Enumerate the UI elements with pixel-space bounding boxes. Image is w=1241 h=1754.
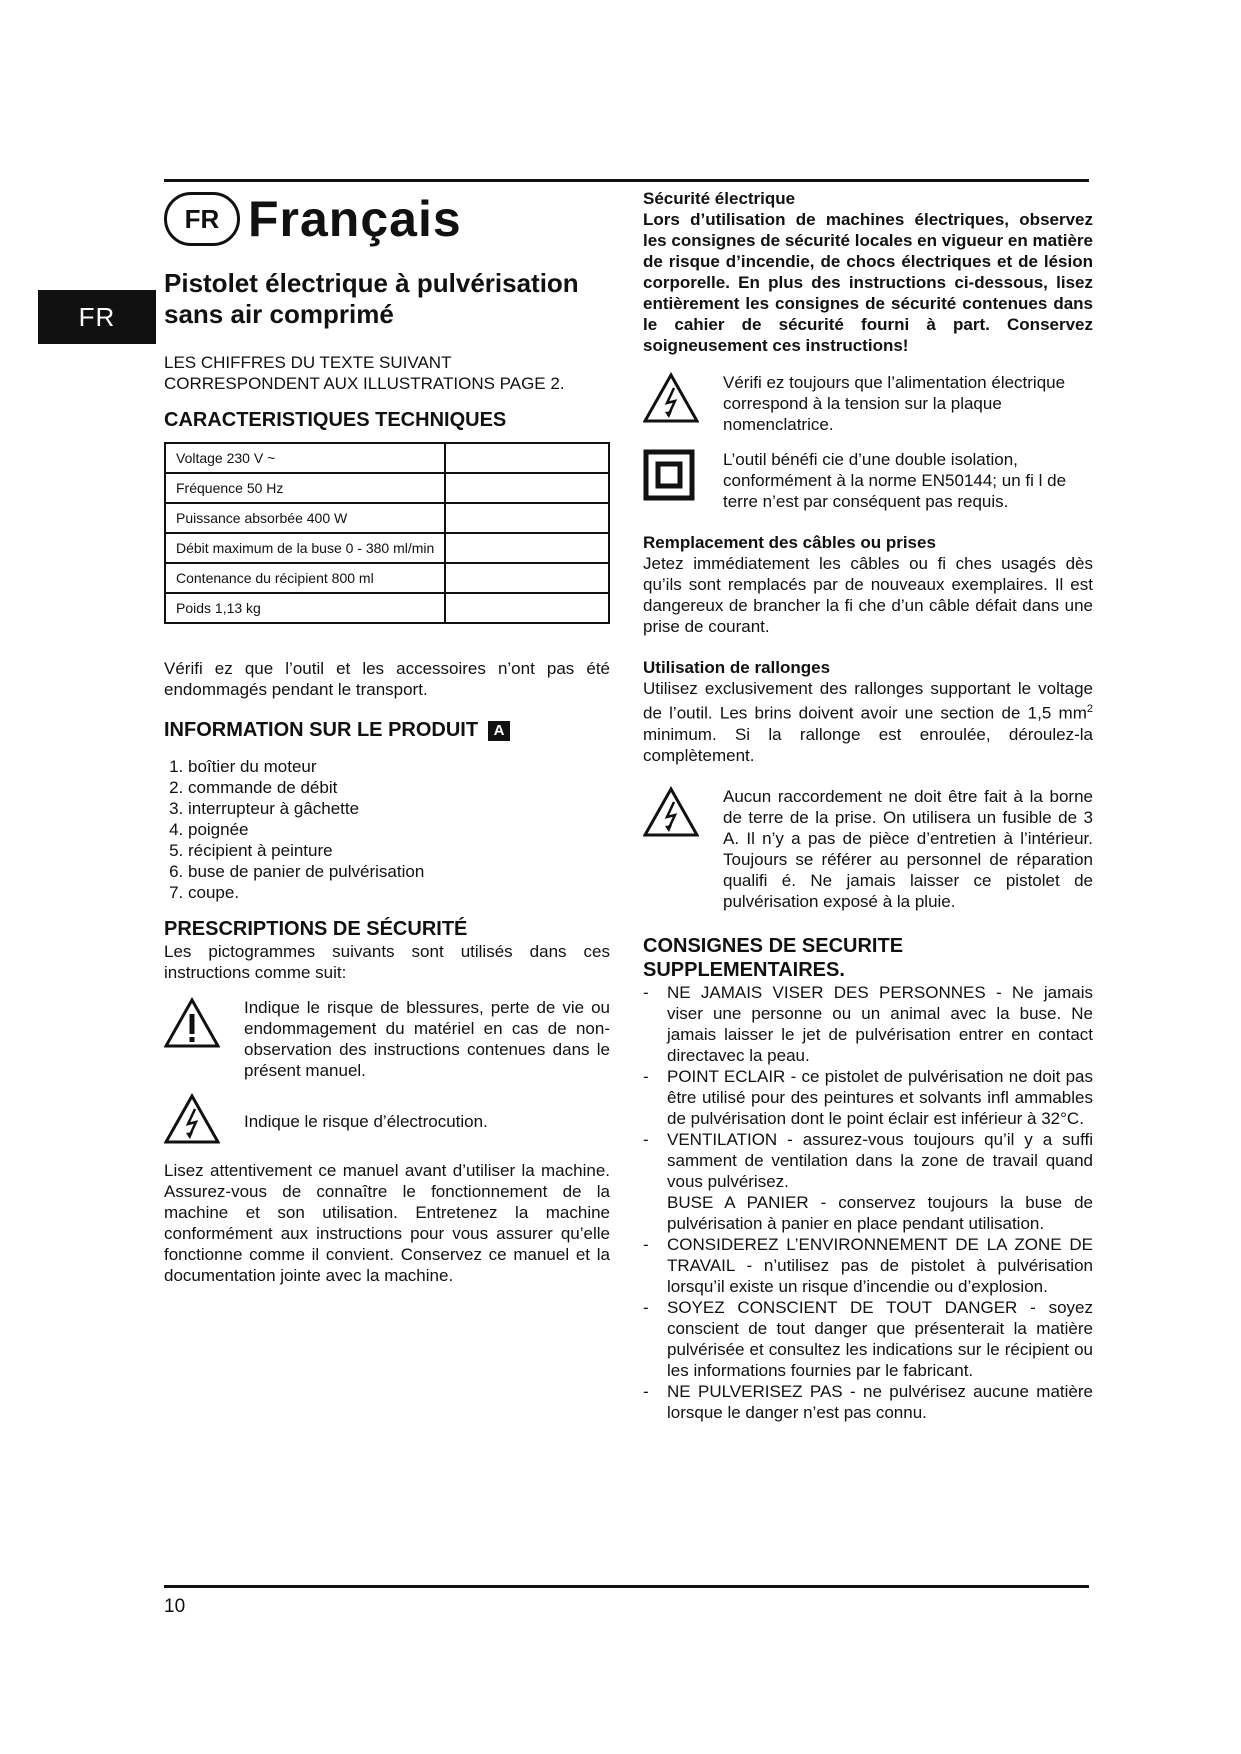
list-item: 5. récipient à peinture	[188, 840, 610, 861]
list-item: 1. boîtier du moteur	[188, 756, 610, 777]
spec-empty-cell	[445, 473, 609, 503]
language-header	[164, 190, 462, 248]
warning-text: Indique le risque de blessures, perte de vie ou endommagement du matériel en cas de non-observation des instructions contenues dans le présent manuel.	[244, 998, 610, 1080]
list-item: 6. buse de panier de pulvérisation	[188, 861, 610, 882]
cable-heading: Remplacement des câbles ou prises	[643, 533, 936, 552]
electrocution-block	[164, 1093, 610, 1150]
list-item: 3. interrupteur à gâchette	[188, 798, 610, 819]
electric-hazard-icon	[643, 786, 703, 843]
table-row	[165, 443, 609, 473]
spec-empty-cell	[445, 563, 609, 593]
intro-note: LES CHIFFRES DU TEXTE SUIVANT CORRESPONDENT AUX ILLUSTRATIONS PAGE 2.	[164, 353, 565, 393]
electrocution-text: Indique le risque d’électrocution.	[244, 1112, 488, 1131]
list-item: BUSE A PANIER - conservez toujours la buse de pulvérisation à panier en place pendant utilisation.	[667, 1192, 1093, 1233]
table-row	[165, 563, 609, 593]
safety-intro: Les pictogrammes suivants sont utilisés dans ces instructions comme suit:	[164, 942, 610, 982]
bottom-rule	[164, 1585, 1089, 1588]
electric-hazard-icon	[164, 1093, 224, 1150]
spec-cell: Poids 1,13 kg	[165, 593, 445, 623]
transport-check-text: Vérifi ez que l’outil et les accessoires n’ont pas été endommagés pendant le transport.	[164, 659, 610, 699]
list-item: - VENTILATION - assurez-vous toujours qu’il y a suffi samment de ventilation dans la zone de travail quand vous pulvérisez.	[643, 1129, 1093, 1192]
left-column	[164, 268, 610, 1286]
table-row	[165, 473, 609, 503]
extension-heading: Utilisation de rallonges	[643, 658, 831, 677]
spec-cell: Fréquence 50 Hz	[165, 473, 445, 503]
voltage-text: Vérifi ez toujours que l’alimentation électrique correspond à la tension sur la plaque nomenclatrice.	[723, 373, 1066, 434]
cable-text: Jetez immédiatement les câbles ou fi ches usagés dès qu’ils sont remplacés par de nouveaux exemplaires. Il est dangereux de brancher la fi che d’un câble défait dans une prise de courant.	[643, 554, 1093, 636]
table-row	[165, 503, 609, 533]
product-info-heading: INFORMATION SUR LE PRODUIT A	[164, 718, 610, 742]
double-insulation-icon	[643, 449, 703, 506]
spec-empty-cell	[445, 443, 609, 473]
double-insulation-block	[643, 449, 1093, 512]
spec-cell: Voltage 230 V ~	[165, 443, 445, 473]
table-row	[165, 593, 609, 623]
right-column	[643, 188, 1093, 1423]
list-item: - NE JAMAIS VISER DES PERSONNES - Ne jamais viser une personne ou un animal avec la buse. Ne jamais laisser le jet de pulvérisation entrer en contact directavec la peau.	[643, 982, 1093, 1066]
list-item: - POINT ECLAIR - ce pistolet de pulvérisation ne doit pas être utilisé pour des peintures et solvants infl ammables de pulvérisation dont le point éclair est inférieur à 32°C.	[643, 1066, 1093, 1129]
spec-cell: Puissance absorbée 400 W	[165, 503, 445, 533]
grounding-block	[643, 786, 1093, 912]
electric-hazard-icon	[643, 372, 703, 429]
spec-empty-cell	[445, 503, 609, 533]
double-insulation-text: L’outil bénéfi cie d’une double isolation, conformément à la norme EN50144; un fi l de terre n’est par conséquent pas requis.	[723, 450, 1067, 511]
spec-empty-cell	[445, 533, 609, 563]
safety-heading: PRESCRIPTIONS DE SÉCURITÉ	[164, 918, 468, 940]
list-item: - SOYEZ CONSCIENT DE TOUT DANGER - soyez conscient de tout danger que présenterait la matière pulvérisée et consultez les indications sur le récipient ou les informations fournies par le fabricant.	[643, 1297, 1093, 1381]
table-row	[165, 533, 609, 563]
spec-table	[164, 442, 610, 624]
warning-triangle-icon	[164, 997, 224, 1054]
list-item: 7. coupe.	[188, 882, 610, 903]
list-item: - CONSIDEREZ L’ENVIRONNEMENT DE LA ZONE DE TRAVAIL - n’utilisez pas de pistolet à pulvérisation lorsqu’il existe un risque d’incendie ou d’explosion.	[643, 1234, 1093, 1297]
language-side-tab: FR	[38, 290, 156, 344]
product-title: Pistolet électrique à pulvérisation sans air comprimé	[164, 268, 579, 329]
electrical-safety-text: Lors d’utilisation de machines électriques, observez les consignes de sécurité locales en vigueur en matière de risque d’incendie, de chocs électriques et de lésion corporelle. En plus des instructions ci-dessous, lisez entièrement les consignes de sécurité contenues dans le cahier de sécurité fourni à part. Conservez soigneusement ces instructions!	[643, 210, 1093, 355]
list-item: 2. commande de débit	[188, 777, 610, 798]
figure-a-badge: A	[488, 721, 510, 741]
read-manual-text: Lisez attentivement ce manuel avant d’utiliser la machine. Assurez-vous de connaître le fonctionnement de la machine et son utilisation. Entretenez la machine conformément aux instructions pour vous assurer qu’elle fonctionne comme il convient. Conservez ce manuel et la documentation jointe avec la machine.	[164, 1161, 610, 1285]
list-item: 4. poignée	[188, 819, 610, 840]
top-rule	[164, 179, 1089, 182]
spec-cell: Débit maximum de la buse 0 - 380 ml/min	[165, 533, 445, 563]
spec-empty-cell	[445, 593, 609, 623]
warning-block	[164, 997, 610, 1081]
extension-text: Utilisez exclusivement des rallonges supportant le voltage de l’outil. Les brins doivent avoir une section de 1,5 $mm^2$ minimum. Si la rallonge est enroulée, déroulez-la complètement.	[643, 679, 1093, 765]
extra-safety-list	[643, 982, 1093, 1423]
parts-list	[164, 756, 610, 903]
fr-badge: FR	[164, 192, 240, 246]
voltage-block	[643, 372, 1093, 435]
page-number: 10	[164, 1596, 186, 1617]
spec-cell: Contenance du récipient 800 ml	[165, 563, 445, 593]
list-item: - NE PULVERISEZ PAS - ne pulvérisez aucune matière lorsque le danger n’est pas connu.	[643, 1381, 1093, 1423]
extra-safety-heading: CONSIGNES DE SECURITE SUPPLEMENTAIRES.	[643, 934, 904, 981]
grounding-text: Aucun raccordement ne doit être fait à la borne de terre de la prise. On utilisera un fusible de 3 A. Il n’y a pas de pièce d’entretien à l’intérieur. Toujours se référer au personnel de réparation qualifi é. Ne jamais laisser ce pistolet de pulvérisation exposé à la pluie.	[723, 786, 1093, 911]
language-title: Français	[248, 191, 462, 247]
electrical-safety-heading: Sécurité électrique	[643, 189, 796, 208]
spec-heading: CARACTERISTIQUES TECHNIQUES	[164, 409, 507, 431]
